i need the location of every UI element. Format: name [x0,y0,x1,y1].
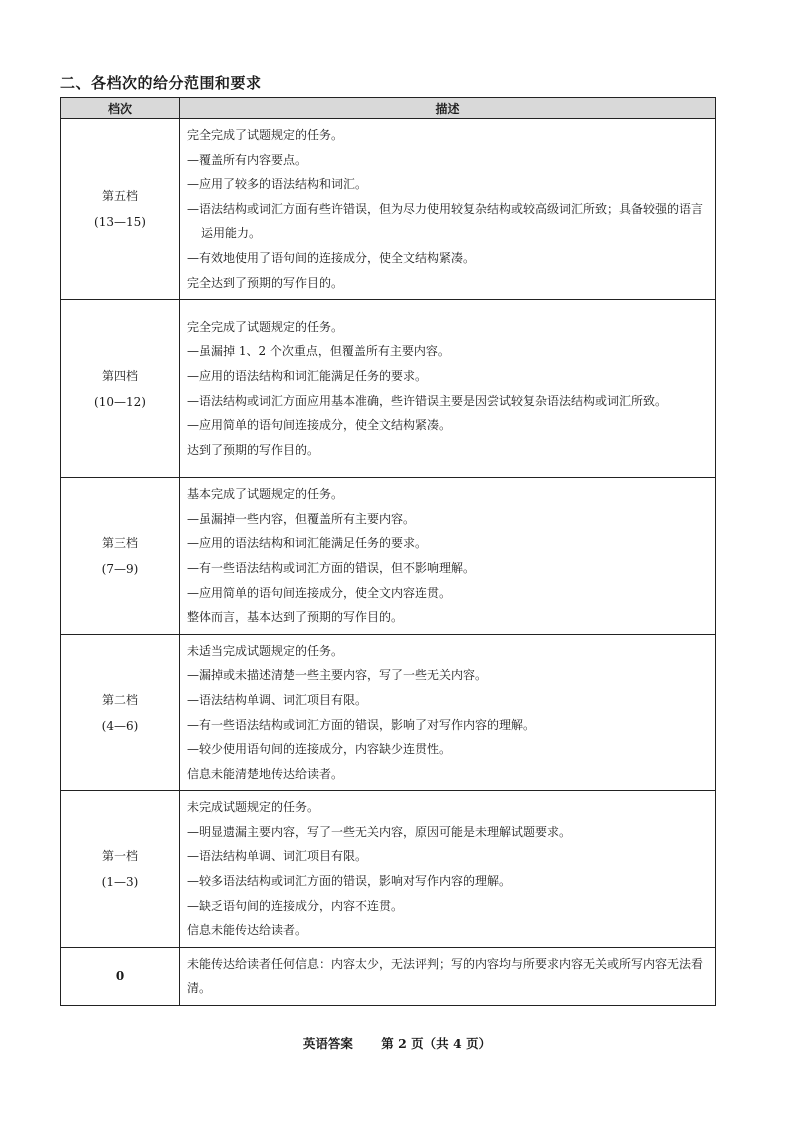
table-row [61,791,716,948]
description-line: —虽漏掉 1、2 个次重点，但覆盖所有主要内容。 [187,344,450,359]
level-score-range: (7—9) [101,561,139,576]
description-line: 信息未能清楚地传达给读者。 [187,766,344,781]
description-line: —语法结构或词汇方面应用基本准确，些许错误主要是因尝试较复杂语法结构或词汇所致。 [187,393,668,408]
level-name: 第一档 [101,849,138,864]
description-line: 未能传达给读者任何信息：内容太少，无法评判；写的内容均与所要求内容无关或所写内容无法看清。 [187,956,704,996]
level-name: 第四档 [101,368,138,383]
description-cell [180,947,716,1005]
description-line: —有一些语法结构或词汇方面的错误，影响了对写作内容的理解。 [187,717,536,732]
level-score-range: (10—12) [94,394,146,409]
level-score-range: (1—3) [101,875,139,890]
footer-page-number: 第 2 页（共 4 页） [381,1036,492,1051]
footer-subject: 英语答案 [302,1036,353,1051]
table-row [61,634,716,791]
description-line: —有一些语法结构或词汇方面的错误，但不影响理解。 [187,560,476,575]
level-cell [61,791,180,948]
description-line: —应用了较多的语法结构和词汇。 [187,177,368,192]
level-cell [61,634,180,791]
description-cell [180,300,716,478]
level-score-range: (13—15) [94,215,146,230]
description-line: —应用的语法结构和词汇能满足任务的要求。 [187,536,428,551]
description-line: —覆盖所有内容要点。 [187,152,308,167]
description-cell [180,119,716,300]
description-line: 未适当完成试题规定的任务。 [187,643,344,658]
table-row [61,478,716,635]
description-line: —虽漏掉一些内容，但覆盖所有主要内容。 [187,511,416,526]
level-cell [61,478,180,635]
description-line: —语法结构单调、词汇项目有限。 [187,849,368,864]
grading-table [60,97,716,1006]
page-footer [0,1034,794,1052]
header-level: 档次 [61,98,180,119]
table-header-row [61,98,716,119]
description-line: 完全完成了试题规定的任务。 [187,128,344,142]
level-name: 第二档 [101,692,138,707]
description-line: 整体而言，基本达到了预期的写作目的。 [187,610,404,625]
table-row [61,947,716,1005]
description-cell [180,634,716,791]
description-line: —应用简单的语句间连接成分，使全文结构紧凑。 [187,418,452,433]
description-cell [180,478,716,635]
description-line: —漏掉或未描述清楚一些主要内容，写了一些无关内容。 [187,668,488,683]
description-line: —明显遗漏主要内容，写了一些无关内容，原因可能是未理解试题要求。 [187,824,572,839]
description-line: —语法结构单调、词汇项目有限。 [187,692,368,707]
description-line: —语法结构或词汇方面有些许错误，但为尽力使用较复杂结构或较高级词汇所致；具备较强的语言运用能力。 [187,201,704,241]
level-cell [61,947,180,1005]
table-row [61,300,716,478]
description-line: 未完成试题规定的任务。 [187,800,320,815]
description-line: —缺乏语句间的连接成分，内容不连贯。 [187,898,404,913]
description-line: —应用简单的语句间连接成分，使全文内容连贯。 [187,585,452,600]
header-description: 描述 [180,98,716,119]
description-cell [180,791,716,948]
description-line: 完全达到了预期的写作目的。 [187,275,344,290]
description-line: —较少使用语句间的连接成分，内容缺少连贯性。 [187,742,452,757]
level-name: 0 [115,969,125,984]
description-line: 达到了预期的写作目的。 [187,442,320,457]
level-name: 第三档 [101,535,138,550]
level-cell [61,119,180,300]
section-title: 二、各档次的给分范围和要求 [60,74,262,92]
description-line: 基本完成了试题规定的任务。 [187,487,344,502]
description-line: —应用的语法结构和词汇能满足任务的要求。 [187,369,428,384]
level-cell [61,300,180,478]
description-line: 信息未能传达给读者。 [187,923,308,938]
level-name: 第五档 [101,189,138,204]
description-line: —有效地使用了语句间的连接成分，使全文结构紧凑。 [187,250,476,265]
description-line: —较多语法结构或词汇方面的错误，影响对写作内容的理解。 [187,874,512,889]
table-row [61,119,716,300]
description-line: 完全完成了试题规定的任务。 [187,319,344,334]
level-score-range: (4—6) [101,718,139,733]
